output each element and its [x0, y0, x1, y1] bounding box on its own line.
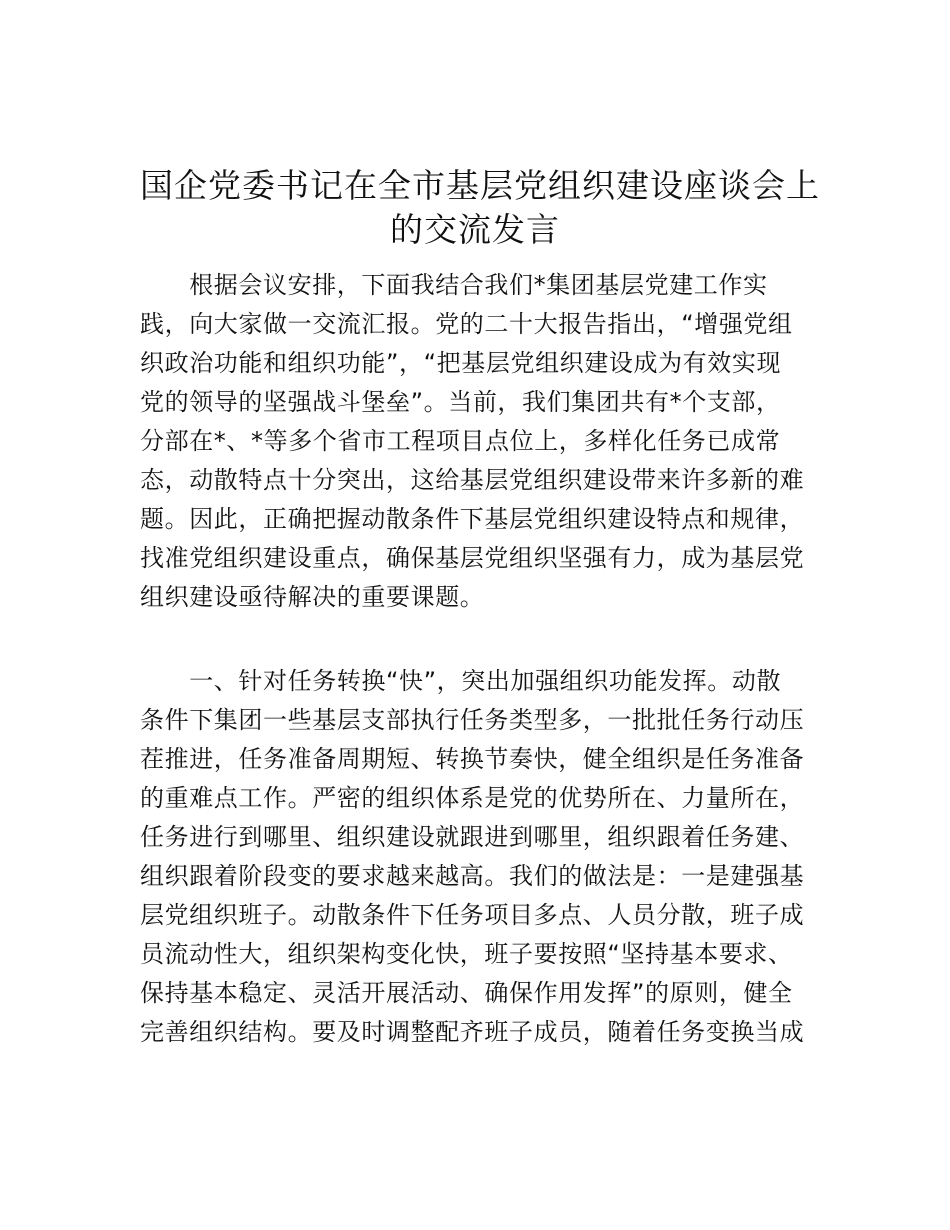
- text-line: 员流动性大，组织架构变化快，班子要按照“坚持基本要求、: [140, 940, 793, 968]
- document-title: [140, 164, 820, 252]
- text-line: 践，向大家做一交流汇报。党的二十大报告指出，“增强党组: [140, 310, 793, 338]
- text-line: 组织跟着阶段变的要求越来越高。我们的做法是：一是建强基: [140, 862, 805, 890]
- text-line: 组织建设亟待解决的重要课题。: [140, 583, 485, 611]
- text-line: 完善组织结构。要及时调整配齐班子成员，随着任务变换当成: [140, 1018, 805, 1046]
- text-line: 分部在*、*等多个省市工程项目点位上，多样化任务已成常: [140, 427, 781, 455]
- title-line: 的交流发言: [390, 210, 560, 249]
- paragraph-section-one: [140, 662, 810, 1052]
- text-line: 保持基本稳定、灵活开展活动、确保作用发挥”的原则，健全: [140, 979, 793, 1007]
- text-line: 的重难点工作。严密的组织体系是党的优势所在、力量所在，: [140, 784, 805, 812]
- text-line: 织政治功能和组织功能”，“把基层党组织建设成为有效实现: [140, 349, 782, 377]
- text-line: 任务进行到哪里、组织建设就跟进到哪里，组织跟着任务建、: [140, 823, 805, 851]
- text-line: 找准党组织建设重点，确保基层党组织坚强有力，成为基层党: [140, 544, 805, 572]
- text-line: 层党组织班子。动散条件下任务项目多点、人员分散，班子成: [140, 901, 805, 929]
- text-line: 一、针对任务转换“快”，突出加强组织功能发挥。动散: [140, 667, 782, 695]
- text-line: 茬推进，任务准备周期短、转换节奏快，健全组织是任务准备: [140, 745, 805, 773]
- text-line: 党的领导的坚强战斗堡垒”。当前，我们集团共有*个支部，: [140, 388, 781, 416]
- text-line: 题。因此，正确把握动散条件下基层党组织建设特点和规律，: [140, 505, 805, 533]
- paragraph-intro: [140, 266, 810, 617]
- title-line: 国企党委书记在全市基层党组织建设座谈会上: [140, 166, 820, 205]
- text-line: 根据会议安排，下面我结合我们*集团基层党建工作实: [140, 271, 768, 299]
- text-line: 态，动散特点十分突出，这给基层党组织建设带来许多新的难: [140, 466, 805, 494]
- text-line: 条件下集团一些基层支部执行任务类型多，一批批任务行动压: [140, 706, 805, 734]
